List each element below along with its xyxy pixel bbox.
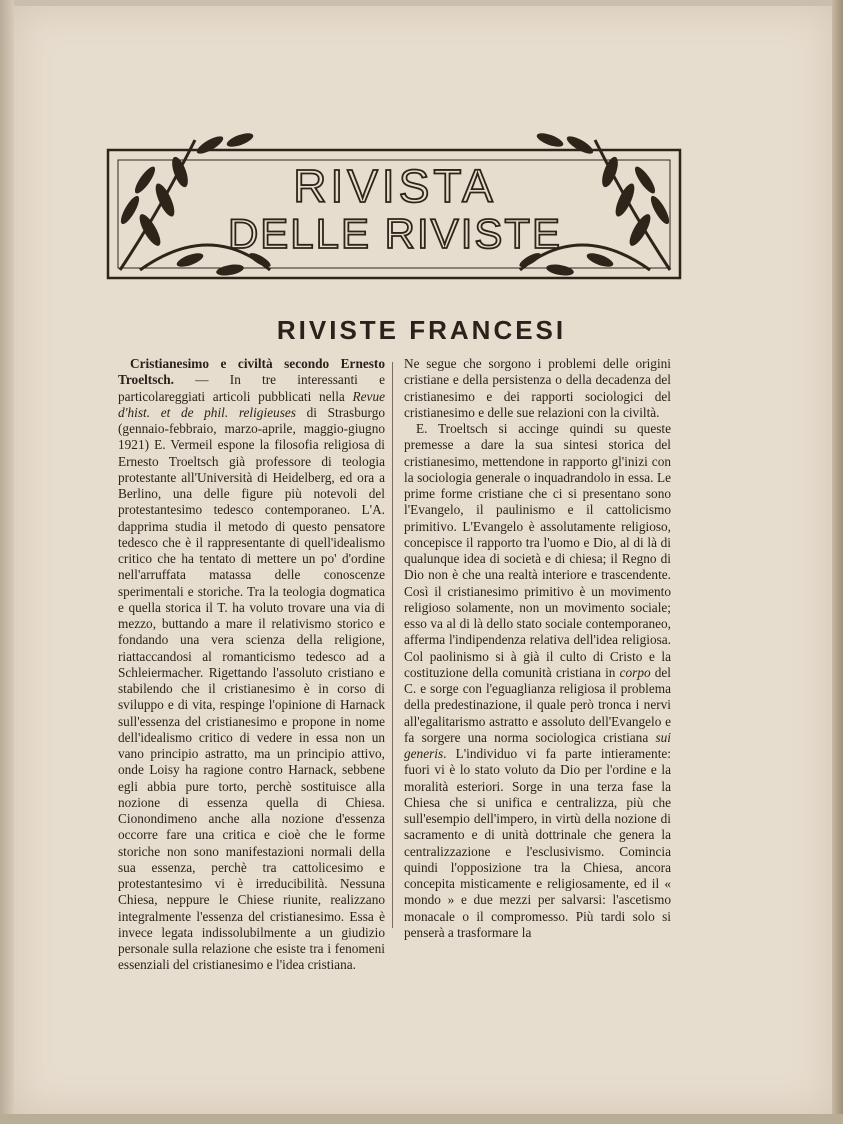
article-text: . L'individuo vi fa parte intieramente: fuori vi è lo stato voluto da Dio per l'ordine e la moralità esteriori. Sorge in una terza fase la Chiesa che si unifica e centralizza, più che sull'esempio dell'impero, in virtù della nozione di sacramento e di unità dottrinale che genera la centralizzazione e l'esclusivismo. Comincia quindi l'opposizione tra la Chiesa, ancora concepita misticamente e religiosamente, ed il « mondo » e due mezzi per salvarsi: l'ascetismo monacale o il compromesso. Più tardi solo si penserà a trasformare la [404, 746, 671, 940]
journal-title: Revue d'hist. et de phil. religieuses [118, 388, 385, 420]
masthead-ornament [100, 120, 690, 290]
article-paragraph [404, 421, 671, 941]
column-divider [392, 362, 393, 928]
masthead-line2: DELLE RIVISTE [227, 210, 563, 257]
article-paragraph [118, 356, 385, 974]
article-column-left [118, 356, 385, 974]
emphasis-text: corpo [619, 664, 651, 680]
emphasis-text: sui generis [404, 729, 671, 761]
article-text: di Strasburgo (gennaio-febbraio, marzo-aprile, maggio-giugno 1921) E. Vermeil espone la filosofia religiosa di Ernesto Troeltsch già professore di teologia protestante all'Università di Heidelberg, ed ora a Berlino, una delle figure più notevoli del protestantesimo tedesco contemporaneo. L'A. dapprima studia il metodo di questo pensatore tedesco che è il rappresentante di quell'idealismo critico che ha tentato di mettere un po' d'ordine nell'arruffata matassa delle conoscenze sperimentali e storiche. Tra la teologia dogmatica e quella storica il T. ha voluto trovare una via di mezzo, buttando a mare il relativismo storico e fondando una vera scienza della religione, riattaccandosi al romanticismo tedesco ad a Schleiermacher. Rigettando l'assoluto cristiano e stabilendo che il cristianesimo è in corso di sviluppo e di vita, respinge l'opinione di Harnack sull'essenza del cristianesimo e propone in nome dell'idealismo critico di vedere in essa non un vano principio astratto, ma un principio attivo, onde Loisy ha ragione contro Harnack, sebbene egli abbia pure torto, perchè sostituisce alla nozione di essenza quella di Chiesa. Cionondimeno anche alla nozione d'essenza occorre fare una critica e cioè che le forme storiche non sono manifestazioni normali della sua essenza, perchè tra cattolicesimo e protestantesimo vi è irreducibilità. Nessuna Chiesa, neppure le Chiese riunite, realizzano integralmente l'essenza del cristianesimo. Essa è invece legata indissolubilmente a un giudizio personale sulla relazione che esiste tra i fenomeni essenziali del cristianesimo e l'idea cristiana. [118, 404, 385, 973]
article-paragraph: Ne segue che sorgono i problemi delle origini cristiane e della persistenza o della decadenza del cristianesimo e dei rapporti sociologici del cristianesimo e delle sue relazioni con la civiltà. [404, 356, 671, 420]
article-heading: Cristianesimo e civiltà secondo Ernesto Troeltsch. [118, 356, 385, 388]
masthead-line1: RIVISTA [293, 160, 497, 212]
page-bottom-edge [0, 1114, 843, 1124]
article-text: E. Troeltsch si accinge quindi su queste premesse a dare la sua sintesi storica del cristianesimo, mettendone in rapporto gl'inizi con la sociologia generale o inquadrandolo in essa. Le prime forme cristiane che ci si presentano sono l'Evangelo, il paulinismo e il cattolicismo primitivo. L'Evangelo è assolutamente religioso, concepisce il rapporto tra l'uomo e Dio, al di là di qualunque idea di società e di chiesa; il Regno di Dio non è che una realtà interiore e trascendente. Così il cristianesimo primitivo è un movimento religioso solamente, non un movimento sociale; esso va al di là dello stato sociale contemporaneo, afferma l'indipendenza relativa dell'idea religiosa. Col paolinismo si à già il culto di Cristo e la costituzione della comunità cristiana in [404, 421, 671, 680]
article-column-right [404, 356, 671, 941]
section-title: RIVISTE FRANCESI [276, 315, 567, 345]
binding-edge [0, 0, 14, 1124]
article-text: del C. e sorge con l'eguaglianza religiosa il problema della predestinazione, il quale però tronca i nervi all'egalitarismo astratto e assoluto dell'Evangelo e fa sorgere una norma sociologica cristiana [404, 664, 671, 745]
page-right-edge [832, 0, 843, 1124]
article-text: — In tre interessanti e particolareggiati articoli pubblicati nella [118, 372, 385, 404]
